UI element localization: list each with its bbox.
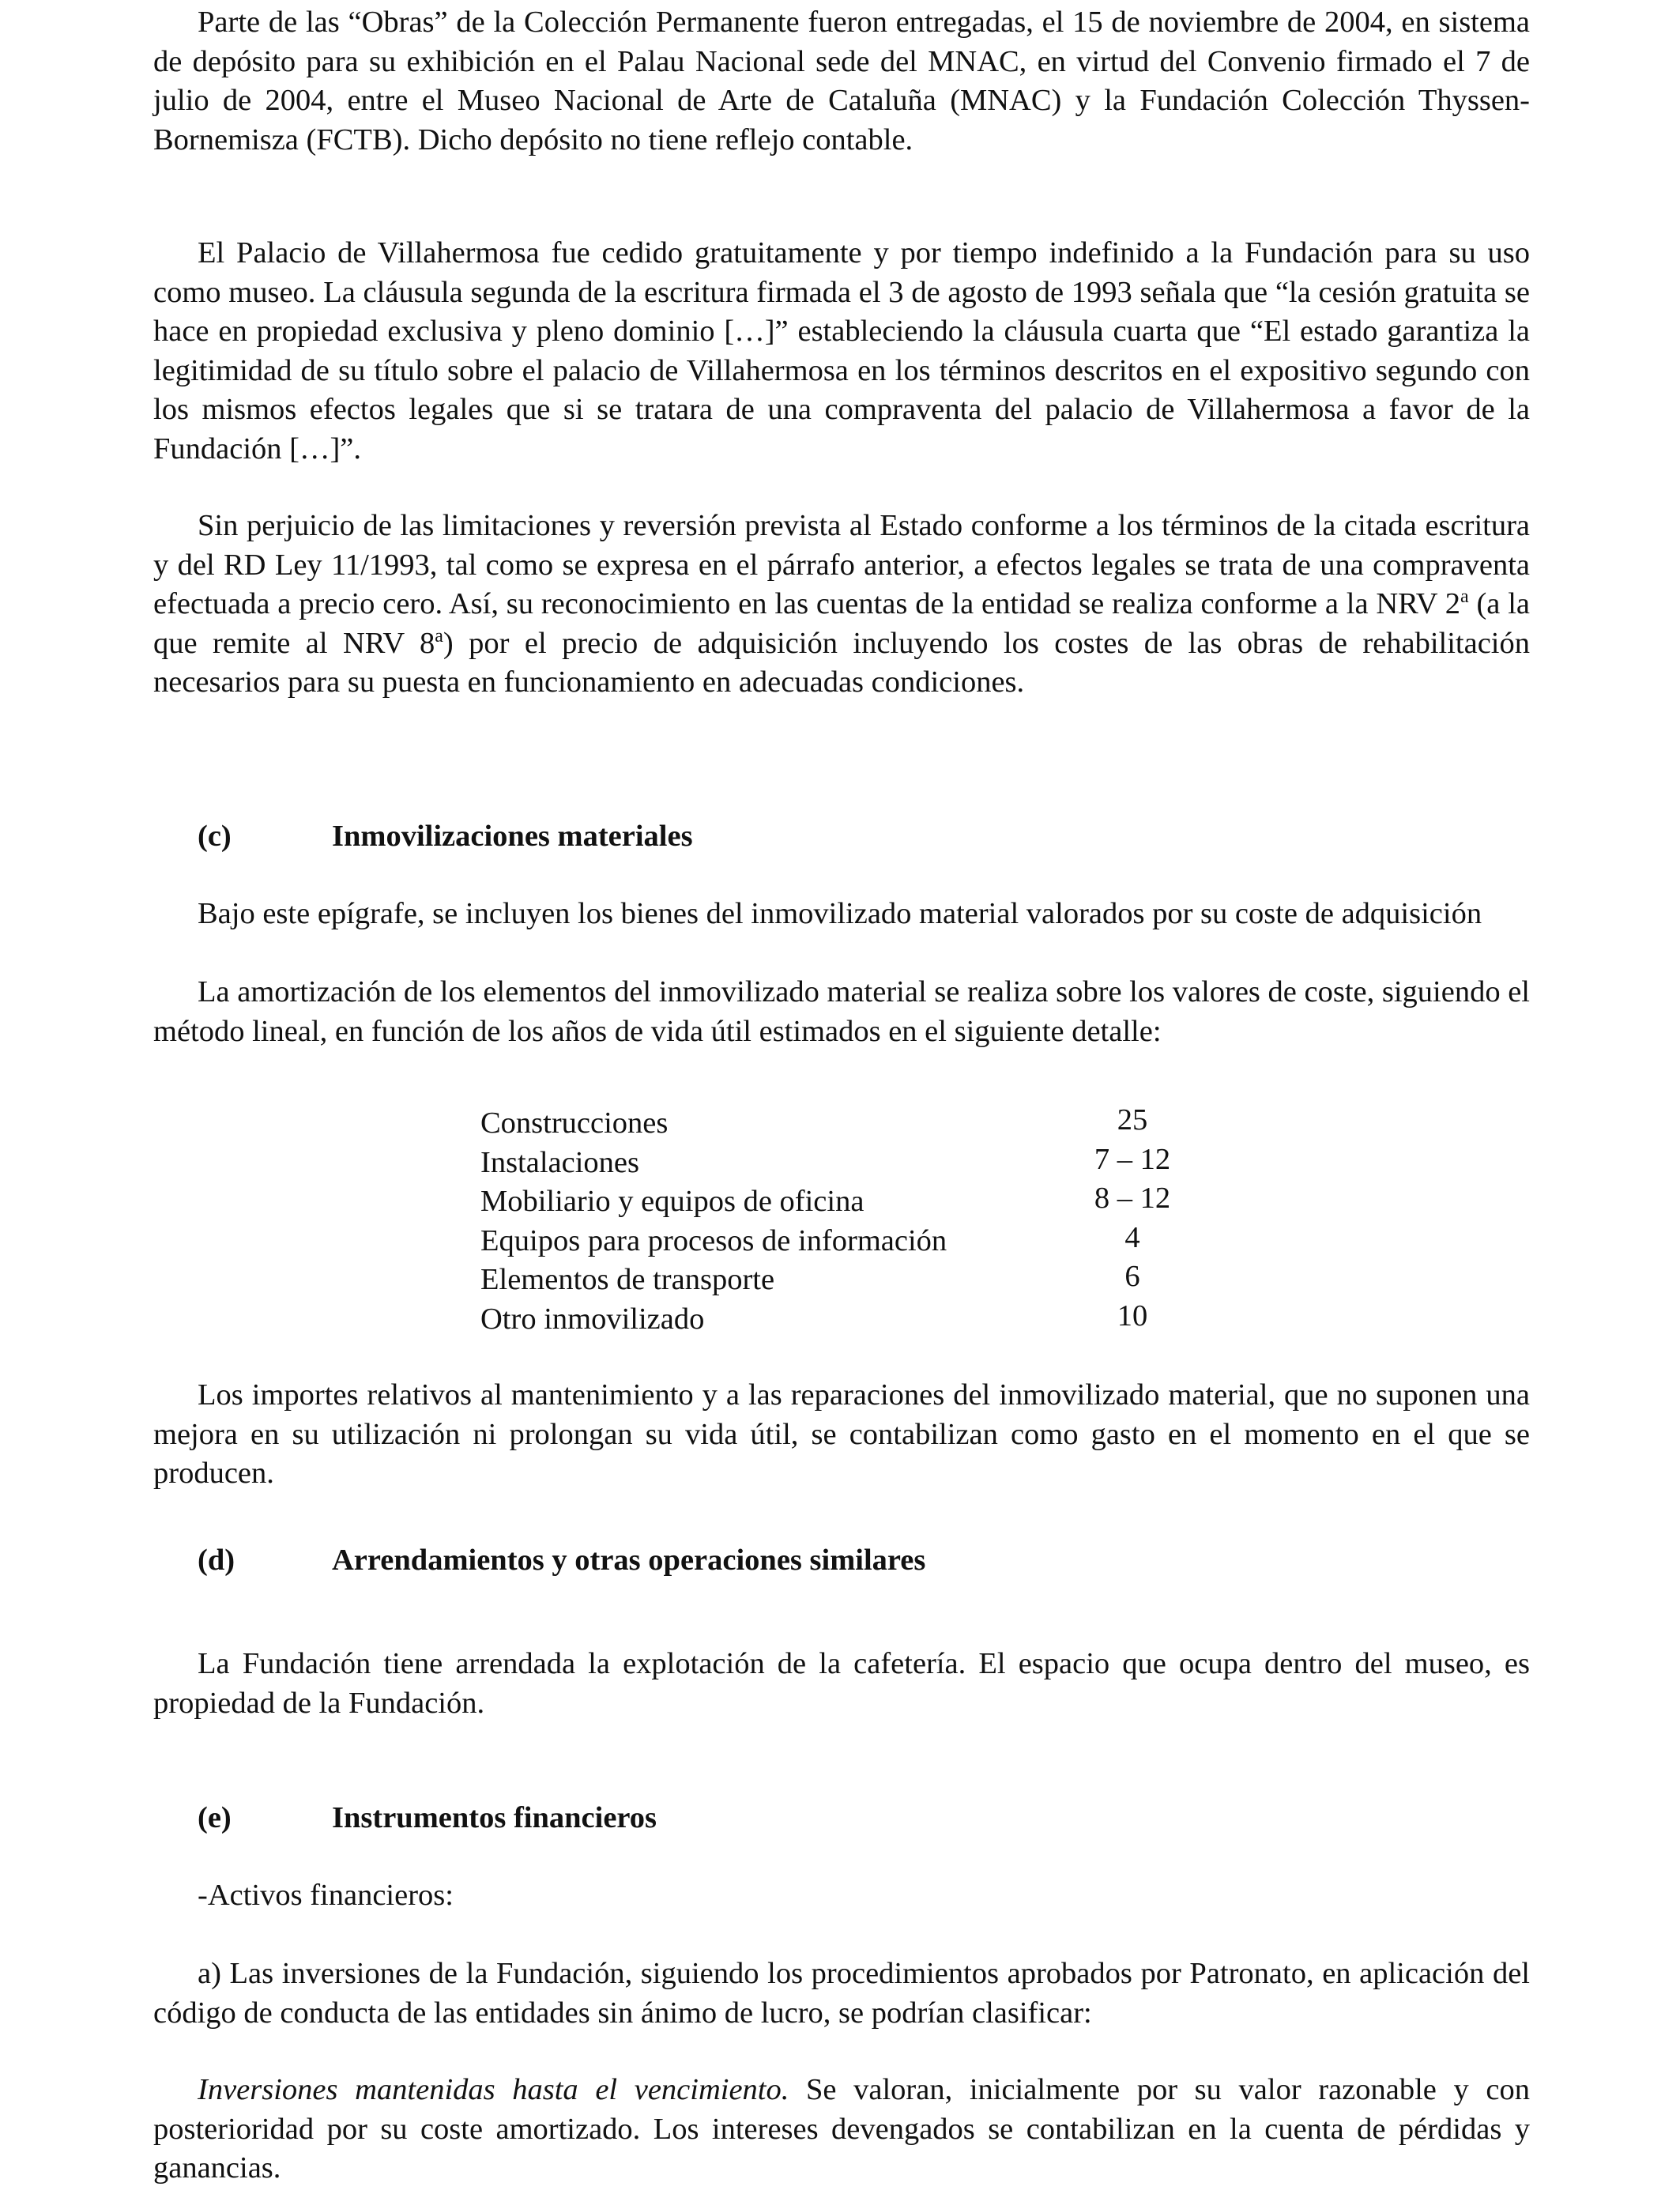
asset-label: Elementos de transporte: [480, 1263, 775, 1296]
asset-years: 10: [1117, 1299, 1148, 1333]
section-heading-e: [198, 1799, 657, 1838]
paragraph-valuation: [153, 507, 1530, 703]
paragraph-maintenance: Los importes relativos al mantenimiento y a las reparaciones del inmovilizado material, que no suponen una mejora en su utilización ni prolongan su vida útil, se contabilizan como gasto en el momento en el que se producen.: [153, 1378, 1530, 1490]
table-row: [480, 1219, 1350, 1258]
paragraph-held-to-maturity-text: Se valoran, inicialmente por su valor razonable y con posterioridad por su coste amortizado. Los intereses devengados se contabilizan en la cuenta de pérdidas y ganancias.: [153, 2073, 1530, 2185]
asset-years: 4: [1124, 1220, 1140, 1254]
paragraph-valuation-part1: Sin perjuicio de las limitaciones y reversión prevista al Estado conforme a los términos de la citada escritura y del RD Ley 11/1993, tal como se expresa en el párrafo anterior, a efectos legales se trata de una compraventa efectuada a precio cero. Así, su reconocimiento en las cuentas de la entidad se realiza conforme a la NRV 2: [153, 509, 1530, 620]
paragraph-valuation-part2: (a la que remite al NRV 8: [153, 587, 1530, 660]
paragraph-cafeteria: La Fundación tiene arrendada la explotación de la cafetería. El espacio que ocupa dentro del museo, es propiedad de la Fundación.: [153, 1647, 1530, 1720]
section-heading-d: [198, 1541, 925, 1581]
table-row: [480, 1257, 1350, 1297]
section-title: Inmovilizaciones materiales: [332, 820, 693, 853]
paragraph-investments: a) Las inversiones de la Fundación, siguiendo los procedimientos aprobados por Patronato, en aplicación del código de conducta de las entidades sin ánimo de lucro, se podrían clasificar:: [153, 1957, 1530, 2030]
asset-label: Equipos para procesos de información: [480, 1223, 947, 1257]
table-row: [480, 1101, 1350, 1140]
paragraph-held-to-maturity: [153, 2071, 1530, 2188]
table-row: [480, 1297, 1350, 1336]
table-row: [480, 1140, 1350, 1180]
superscript-ordinal: a: [435, 625, 443, 647]
asset-years: 25: [1117, 1103, 1148, 1137]
asset-years: 6: [1124, 1260, 1140, 1293]
section-heading-c: [198, 817, 693, 857]
section-letter: (c): [198, 820, 232, 853]
paragraph-epigraph: Bajo este epígrafe, se incluyen los bienes del inmovilizado material valorados por su coste de adquisición: [198, 897, 1482, 930]
italic-term: Inversiones mantenidas hasta el vencimiento.: [198, 2073, 789, 2106]
asset-label: Construcciones: [480, 1106, 669, 1140]
section-letter: (d): [198, 1544, 235, 1577]
paragraph-mnac-deposit: Parte de las “Obras” de la Colección Permanente fueron entregadas, el 15 de noviembre de 2004, en sistema de depósito para su exhibición en el Palau Nacional sede del MNAC, en virtud del Convenio firmado el 7 de julio de 2004, entre el Museo Nacional de Arte de Cataluña (MNAC) y la Fundación Colección Thyssen-Bornemisza (FCTB). Dicho depósito no tiene reflejo contable.: [153, 6, 1530, 156]
asset-label: Instalaciones: [480, 1145, 639, 1179]
useful-life-table: [480, 1101, 1350, 1336]
superscript-ordinal: a: [1460, 586, 1469, 608]
paragraph-financial-assets: -Activos financieros:: [198, 1879, 454, 1912]
paragraph-amortization: La amortización de los elementos del inmovilizado material se realiza sobre los valores de coste, siguiendo el método lineal, en función de los años de vida útil estimados en el siguiente detalle:: [153, 975, 1530, 1048]
section-title: Instrumentos financieros: [332, 1801, 657, 1834]
asset-label: Otro inmovilizado: [480, 1302, 705, 1336]
paragraph-valuation-part3: ) por el precio de adquisición incluyendo los costes de las obras de rehabilitación necesarios para su puesta en funcionamiento en adecuadas condiciones.: [153, 626, 1530, 699]
asset-label: Mobiliario y equipos de oficina: [480, 1185, 864, 1218]
section-title: Arrendamientos y otras operaciones similares: [332, 1544, 926, 1577]
section-letter: (e): [198, 1801, 232, 1834]
paragraph-villahermosa-cession: El Palacio de Villahermosa fue cedido gratuitamente y por tiempo indefinido a la Fundación para su uso como museo. La cláusula segunda de la escritura firmada el 3 de agosto de 1993 señala que “la cesión gratuita se hace en propiedad exclusiva y pleno dominio […]” estableciendo la cláusula cuarta que “El estado garantiza la legitimidad de su título sobre el palacio de Villahermosa en los términos descritos en el expositivo segundo con los mismos efectos legales que si se tratara de una compraventa del palacio de Villahermosa a favor de la Fundación […]”.: [153, 236, 1530, 466]
table-row: [480, 1179, 1350, 1219]
asset-years: 8 – 12: [1094, 1182, 1171, 1215]
asset-years: 7 – 12: [1094, 1142, 1171, 1176]
